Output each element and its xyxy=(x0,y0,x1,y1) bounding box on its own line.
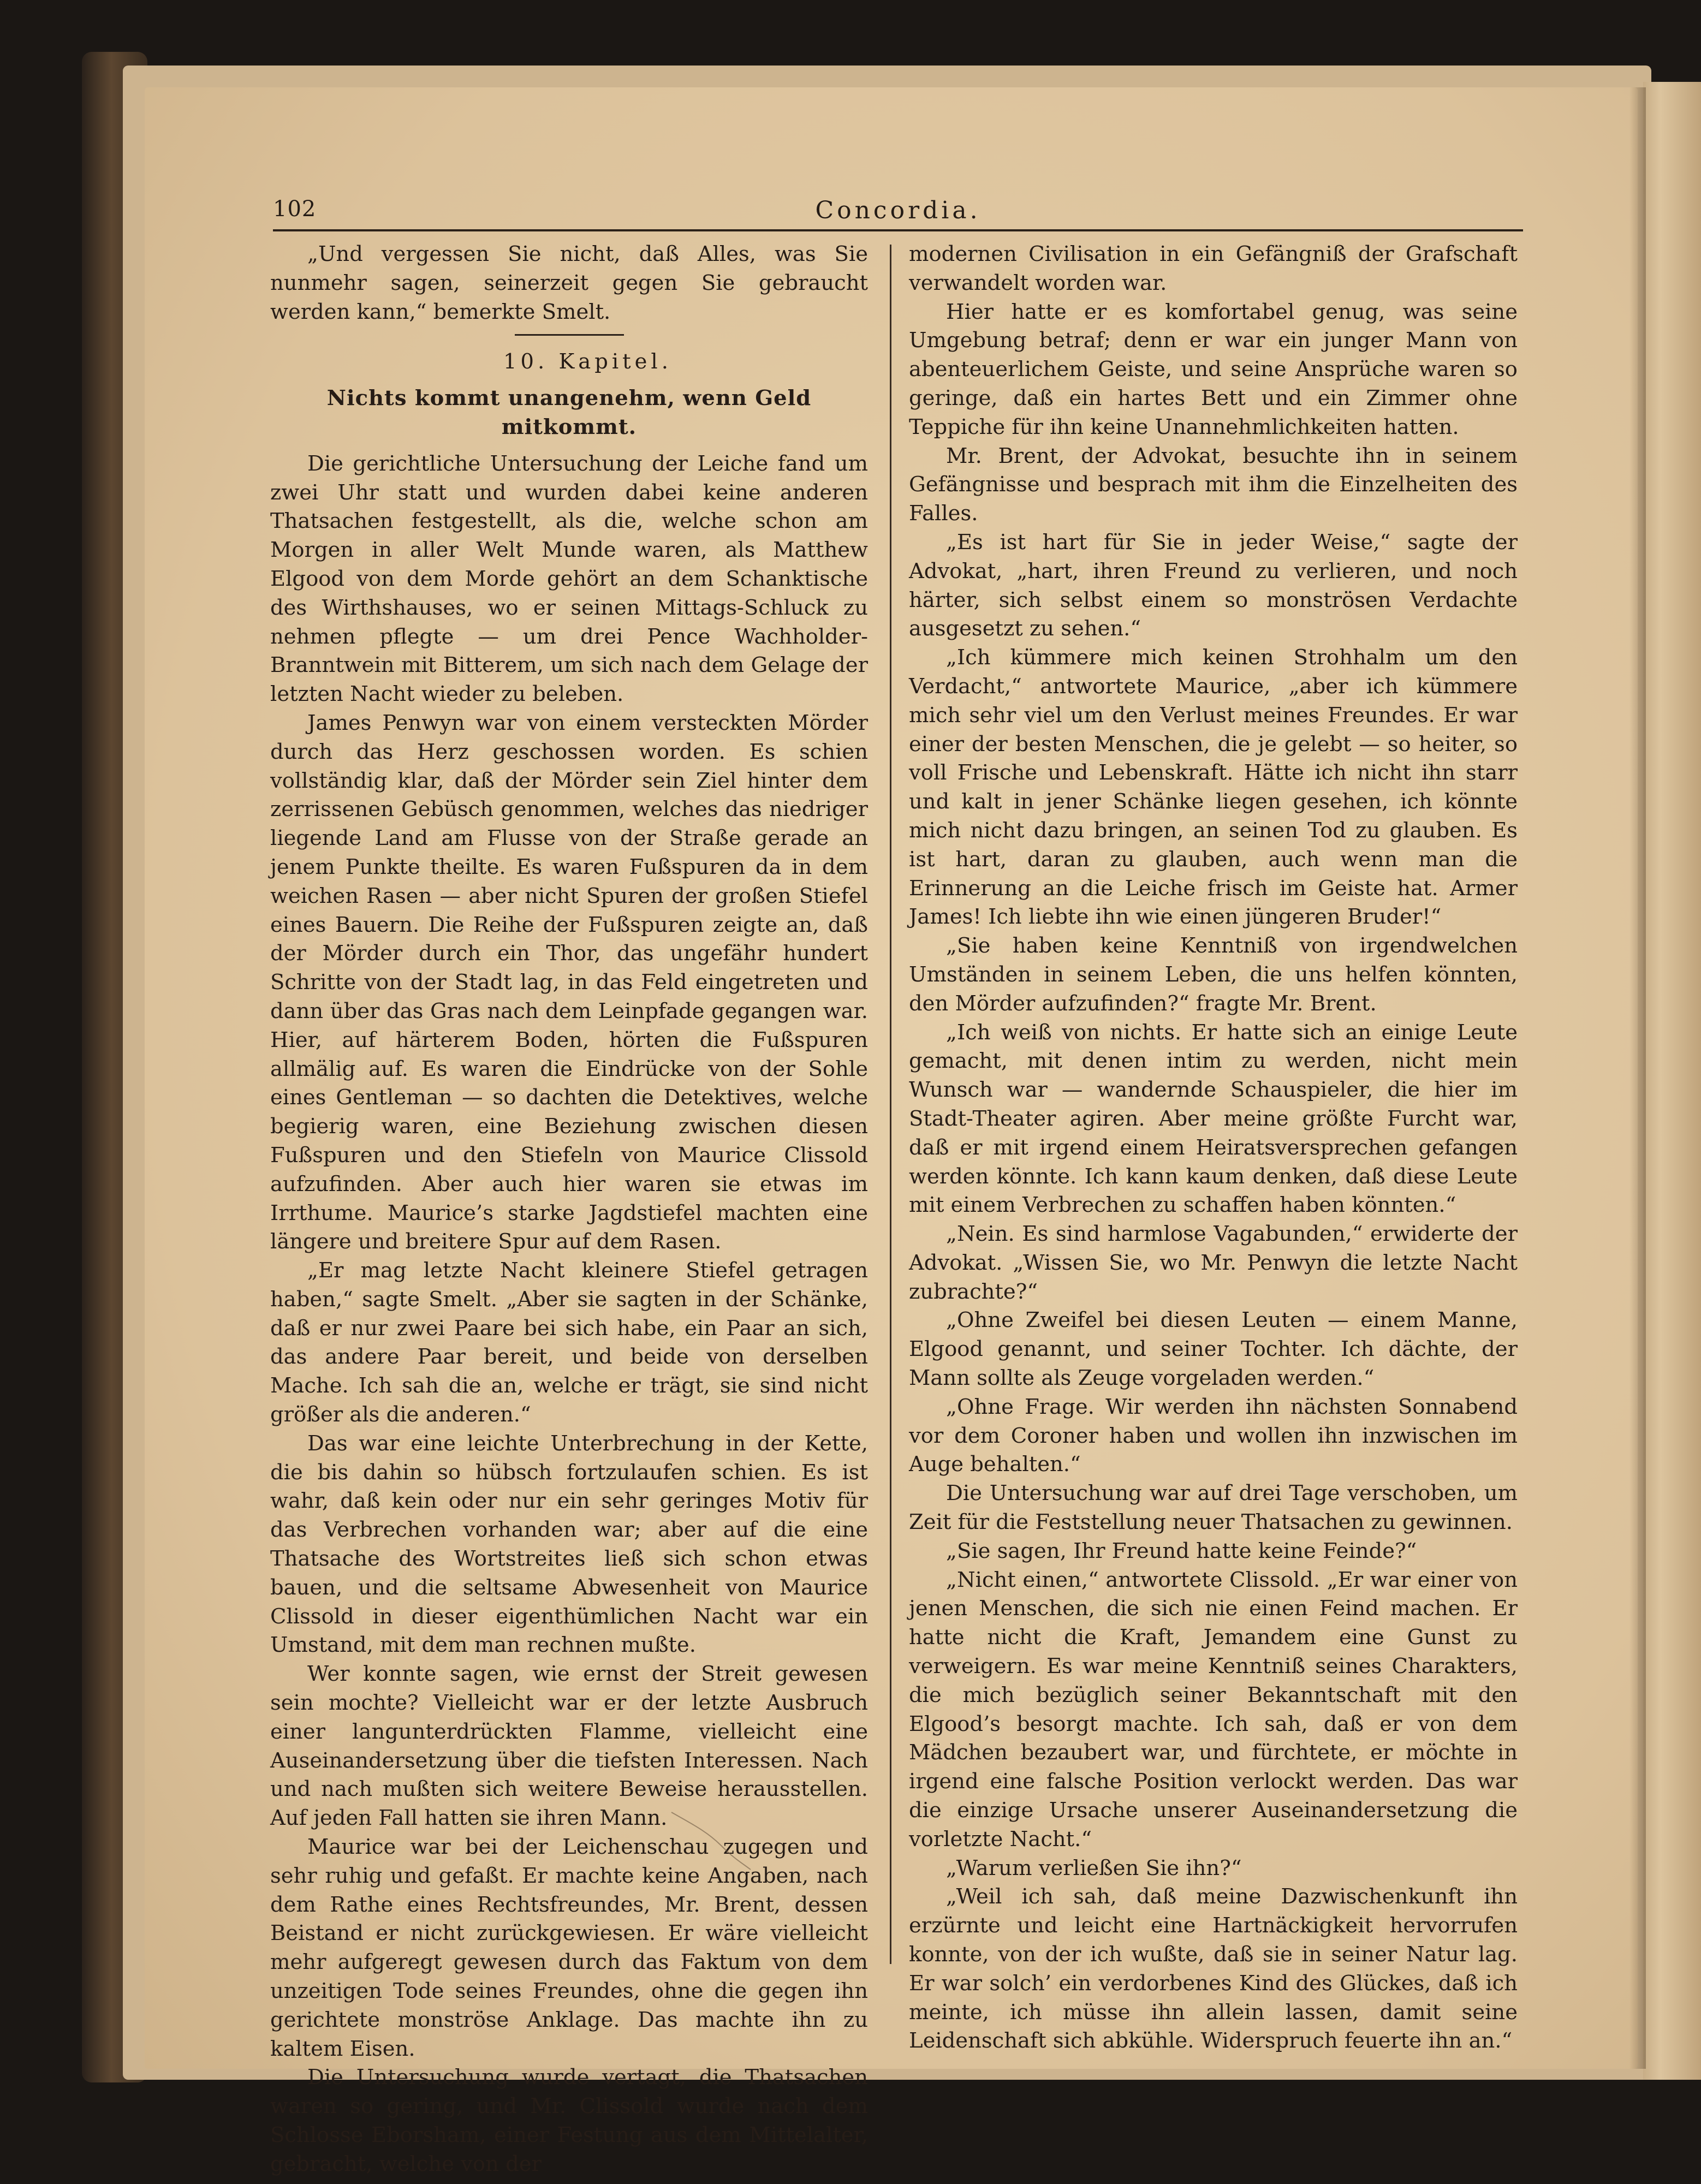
paragraph: Das war eine leichte Unterbrechung in der Kette, die bis dahin so hübsch fortzulaufen schien. Es ist wahr, daß kein oder nur ein sehr geringes Motiv für das Verbrechen vorhanden war; aber auf die eine Thatsache des Wortstreites ließ sich schon etwas bauen, und die seltsame Abwesenheit von Maurice Clissold in dieser eigenthümlichen Nacht war ein Umstand, mit dem man rechnen mußte. xyxy=(270,1431,868,1658)
column-divider xyxy=(890,245,891,1964)
section-divider xyxy=(515,334,624,336)
paragraph: „Nicht einen,“ antwortete Clissold. „Er war einer von jenen Menschen, die sich nie einen Feind machen. Er hatte nicht die Kraft, Jemandem eine Gunst zu verweigern. Es war meine Kenntniß seines Charakters, die mich bezüglich seiner Bekanntschaft mit den Elgood’s besorgt machte. Ich sah, daß er von dem Mädchen bezaubert war, und fürchtete, er möchte in irgend eine falsche Position verlockt werden. Das war die einzige Ursache unserer Auseinandersetzung die vorletzte Nacht.“ xyxy=(909,1567,1518,1852)
paragraph: „Sie sagen, Ihr Freund hatte keine Feinde?“ xyxy=(946,1538,1417,1563)
paragraph: Wer konnte sagen, wie ernst der Streit gewesen sein mochte? Vielleicht war er der letzte Ausbruch einer langunterdrückten Flamme, vielleicht eine Auseinandersetzung über die tiefsten Interessen. Nach und nach mußten sich weitere Beweise herausstellen. Auf jeden Fall hatten sie ihren Mann. xyxy=(270,1662,868,1831)
paragraph: Mr. Brent, der Advokat, besuchte ihn in seinem Gefängnisse und besprach mit ihm die Einzelheiten des Falles. xyxy=(909,443,1518,526)
paragraph: „Und vergessen Sie nicht, daß Alles, was Sie nunmehr sagen, seinerzeit gegen Sie gebraucht werden kann,“ bemerkte Smelt. xyxy=(270,242,868,324)
paragraph: „Ohne Frage. Wir werden ihn nächsten Sonnabend vor dem Coroner haben und wollen ihn inzwischen im Auge behalten.“ xyxy=(909,1394,1518,1477)
paper-crease xyxy=(669,1807,756,1872)
paragraph: James Penwyn war von einem versteckten Mörder durch das Herz geschossen worden. Es schien vollständig klar, daß der Mörder sein Ziel hinter dem zerrissenen Gebüsch genommen, welches das niedriger liegende Land am Flusse von der Straße gerade an jenem Punkte theilte. Es waren Fußspuren da in dem weichen Rasen — aber nicht Spuren der großen Stiefel eines Bauern. Die Reihe der Fußspuren zeigte an, daß der Mörder durch ein Thor, das ungefähr hundert Schritte von der Stadt lag, in das Feld eingetreten und dann über das Gras nach dem Leinpfade gegangen war. Hier, auf härterem Boden, hörten die Fußspuren allmälig auf. Es waren die Eindrücke von der Sohle eines Gentleman — so dachten die Detektives, welche begierig waren, eine Beziehung zwischen diesen Fußspuren und den Stiefeln von Maurice Clissold aufzufinden. Aber auch hier waren sie etwas im Irrthume. Maurice’s starke Jagdstiefel machten eine längere und breitere Spur auf dem Rasen. xyxy=(270,710,868,1254)
paragraph: „Warum verließen Sie ihn?“ xyxy=(946,1855,1242,1880)
paragraph: „Ich weiß von nichts. Er hatte sich an einige Leute gemacht, mit denen intim zu werden, nicht mein Wunsch war — wandernde Schauspieler, die hier im Stadt-Theater agiren. Aber meine größte Furcht war, daß er mit irgend einem Heiratsversprechen gefangen werden könnte. Ich kann kaum denken, daß diese Leute mit einem Verbrechen zu schaffen haben könnten.“ xyxy=(909,1020,1518,1218)
paragraph: Die Untersuchung war auf drei Tage verschoben, um Zeit für die Feststellung neuer Thatsachen zu gewinnen. xyxy=(909,1481,1518,1535)
paragraph: Maurice war bei der Leichenschau zugegen und sehr ruhig und gefaßt. Er machte keine Angaben, nach dem Rathe eines Rechtsfreundes, Mr. Brent, dessen Beistand er nicht zurückgewiesen. Er wäre vielleicht mehr aufgeregt gewesen durch das Faktum von dem unzeitigen Tode seines Freundes, ohne die gegen ihn gerichtete monströse Anklage. Das machte ihn zu kaltem Eisen. xyxy=(270,1835,868,2061)
facing-page-edge xyxy=(1643,82,1701,2080)
paragraph: „Ohne Zweifel bei diesen Leuten — einem Manne, Elgood genannt, und seiner Tochter. Ich dächte, der Mann sollte als Zeuge vorgeladen werden.“ xyxy=(909,1308,1518,1391)
chapter-heading: 10. Kapitel. xyxy=(503,349,672,374)
journal-title: Concordia. xyxy=(815,197,981,224)
running-header xyxy=(273,197,1523,231)
paragraph: „Sie haben keine Kenntniß von irgendwelchen Umständen in seinem Leben, die uns helfen könnten, den Mörder aufzufinden?“ fragte Mr. Brent. xyxy=(909,933,1518,1016)
paragraph: „Weil ich sah, daß meine Dazwischenkunft ihn erzürnte und leicht eine Hartnäckigkeit hervorrufen konnte, von der ich wußte, daß sie in seiner Natur lag. Er war solch’ ein verdorbenes Kind des Glückes, daß ich meinte, ich müsse ihn allein lassen, damit seine Leidenschaft sich abkühle. Widerspruch feuerte ihn an.“ xyxy=(909,1884,1518,2054)
chapter-subtitle: Nichts kommt unangenehm, wenn Geld mitkommt. xyxy=(326,386,812,439)
paragraph: modernen Civilisation in ein Gefängniß der Grafschaft verwandelt worden war. xyxy=(909,242,1518,295)
paragraph: „Es ist hart für Sie in jeder Weise,“ sagte der Advokat, „hart, ihren Freund zu verlieren, und noch härter, sich selbst einem so monströsen Verdachte ausgesetzt zu sehen.“ xyxy=(909,529,1518,641)
paragraph: „Nein. Es sind harmlose Vagabunden,“ erwiderte der Advokat. „Wissen Sie, wo Mr. Penwyn die letzte Nacht zubrachte?“ xyxy=(909,1222,1518,1304)
page-number: 102 xyxy=(273,197,317,222)
paragraph: Die gerichtliche Untersuchung der Leiche fand um zwei Uhr statt und wurden dabei keine anderen Thatsachen festgestellt, als die, welche schon am Morgen in aller Welt Munde waren, als Matthew Elgood von dem Morde gehört an dem Schanktische des Wirthshauses, wo er seinen Mittags-Schluck zu nehmen pflegte — um drei Pence Wachholder-Branntwein mit Bitterem, um sich nach dem Gelage der letzten Nacht wieder zu beleben. xyxy=(270,451,868,707)
paragraph: „Ich kümmere mich keinen Strohhalm um den Verdacht,“ antwortete Maurice, „aber ich kümmere mich sehr viel um den Verlust meines Freundes. Er war einer der besten Menschen, die je gelebt — so heiter, so voll Frische und Lebenskraft. Hätte ich nicht ihn starr und kalt in jener Schänke liegen gesehen, ich könnte mich nicht dazu bringen, an seinen Tod zu glauben. Es ist hart, daran zu glauben, auch wenn man die Erinnerung an die Leiche frisch im Geiste hat. Armer James! Ich liebte ihn wie einen jüngeren Bruder!“ xyxy=(909,645,1518,930)
paragraph: Die Untersuchung wurde vertagt, die Thatsachen waren so gering, und Mr. Clissold wurde nach dem Schlosse Eborsham, einer Festung aus dem Mittelalter, gebracht, welche von der xyxy=(270,2065,868,2176)
left-column xyxy=(270,240,868,2179)
page-gutter-shadow xyxy=(1629,87,1646,2069)
paragraph: Hier hatte er es komfortabel genug, was seine Umgebung betraf; denn er war ein junger Mann von abenteuerlichem Geiste, und seine Ansprüche waren so geringe, daß ein hartes Bett und ein Zimmer ohne Teppiche für ihn keine Unannehmlichkeiten hatten. xyxy=(909,299,1518,439)
paragraph: „Er mag letzte Nacht kleinere Stiefel getragen haben,“ sagte Smelt. „Aber sie sagten in der Schänke, daß er nur zwei Paare bei sich habe, ein Paar an sich, das andere Paar bereit, und beide von derselben Mache. Ich sah die an, welche er trägt, sie sind nicht größer als die anderen.“ xyxy=(270,1258,868,1427)
right-column xyxy=(909,240,1518,2056)
